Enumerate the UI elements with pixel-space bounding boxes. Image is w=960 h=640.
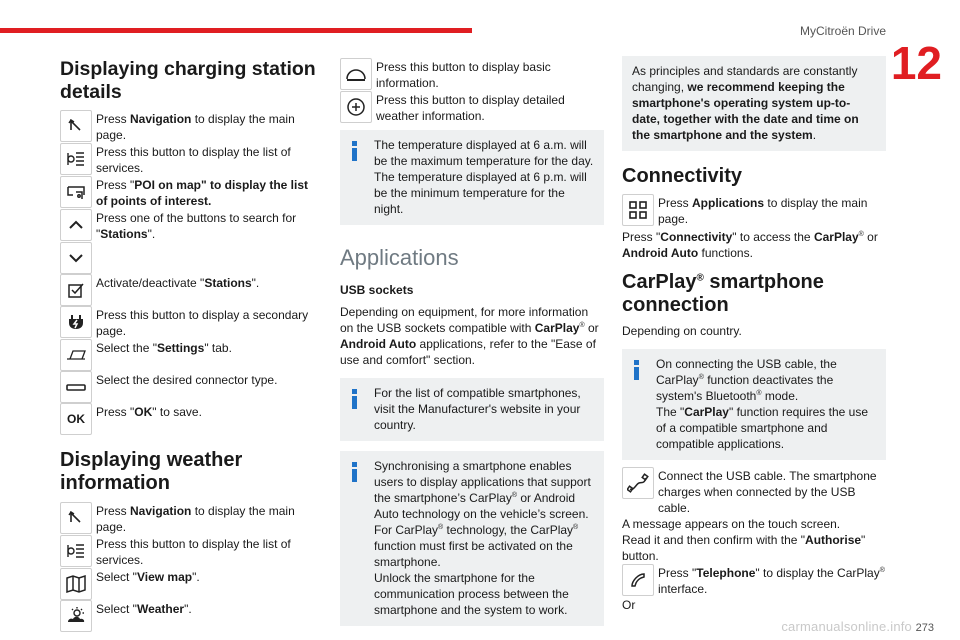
step-text: Press this button to display the list of services.: [96, 537, 291, 567]
step-row: [60, 568, 318, 600]
step-row: [60, 600, 318, 632]
connectivity-text: Press "Connectivity" to access the CarPlay® or Android Auto functions.: [622, 230, 878, 260]
column-1: [60, 58, 318, 632]
section-title-carplay: CarPlay® smartphone connection: [622, 271, 824, 316]
chevron-down-icon[interactable]: [60, 242, 92, 274]
section-title-weather: Displaying weather information: [60, 449, 243, 494]
checkbox-icon[interactable]: [60, 274, 92, 306]
step-row: [340, 91, 604, 124]
telephone-step: Press "Telephone" to display the CarPlay® interface.: [622, 564, 886, 597]
step-row: [60, 306, 318, 339]
section-title-charging: Displaying charging station details: [60, 58, 316, 103]
section-title-connectivity: Connectivity: [622, 165, 743, 187]
step-text: Press this button to display detailed weather information.: [376, 93, 565, 123]
step-row: [60, 110, 318, 143]
note-temperature: The temperature displayed at 6 a.m. will be the maximum temperature for the day. The temperature displayed at 6 p.m. will be the minimum temperature for the night.: [340, 130, 604, 225]
step-text: Select the "Settings" tab.: [96, 341, 232, 355]
message-text: A message appears on the touch screen. Read it and then confirm with the "Authorise" button.: [622, 517, 866, 563]
usb-cable-step: Connect the USB cable. The smartphone charges when connected by the USB cable.: [622, 467, 886, 516]
navigation-icon[interactable]: [60, 110, 92, 142]
step-row: [60, 535, 318, 568]
step-text: Press Navigation to display the main page.: [96, 112, 295, 142]
step-text: Select "View map".: [96, 570, 200, 584]
note-carplay-usb: On connecting the USB cable, the CarPlay® function deactivates the system's Bluetooth® mode. The "CarPlay" function requires the use of a compatible smartphone and compatible applications.: [622, 349, 886, 460]
applications-icon[interactable]: [622, 194, 654, 226]
info-icon: [634, 360, 639, 380]
weather-icon[interactable]: [60, 600, 92, 632]
step-text: Press this button to display the list of services.: [96, 145, 291, 175]
usb-sockets-text: Depending on equipment, for more information on the USB sockets compatible with CarPlay® or Android Auto applications, refer to the "Ease of use and comfort" section.: [340, 305, 599, 367]
page-number: 273: [915, 622, 934, 634]
header-red-bar: [0, 28, 472, 33]
step-row: [340, 58, 604, 91]
column-2: [340, 58, 604, 626]
info-icon: [352, 141, 357, 161]
step-row: [60, 209, 318, 242]
charging-plug-icon[interactable]: [60, 306, 92, 338]
section-title-applications: Applications: [340, 245, 459, 270]
chevron-up-icon[interactable]: [60, 209, 92, 241]
or-text: Or: [622, 598, 636, 612]
telephone-icon[interactable]: [622, 564, 654, 596]
settings-tab-icon[interactable]: [60, 339, 92, 371]
info-icon: [352, 389, 357, 409]
step-text: Select "Weather".: [96, 602, 192, 616]
step-row: [60, 274, 318, 306]
usb-sockets-title: USB sockets: [340, 283, 414, 297]
step-text: Select the desired connector type.: [96, 373, 278, 387]
step-row: [60, 242, 318, 274]
usb-cable-icon[interactable]: [622, 467, 654, 499]
step-text: Activate/deactivate "Stations".: [96, 276, 260, 290]
step-row: [60, 502, 318, 535]
plus-circle-icon[interactable]: [340, 91, 372, 123]
step-row: [60, 371, 318, 403]
column-3: [622, 56, 886, 613]
step-row: [60, 403, 318, 435]
header-brand: MyCitroën Drive: [799, 24, 886, 38]
info-icon: [352, 462, 357, 482]
navigation-icon[interactable]: [60, 502, 92, 534]
charging-steps: [60, 110, 318, 435]
weather-steps: [60, 502, 318, 632]
watermark: carmanualsonline.info: [781, 619, 912, 634]
chapter-number: 12: [890, 37, 942, 89]
connector-type-icon[interactable]: [60, 371, 92, 403]
step-text: Press Navigation to display the main page.: [96, 504, 295, 534]
step-row: [60, 339, 318, 371]
note-standards: As principles and standards are constantly changing, we recommend keeping the smartphone's operating system up-to-date, together with the date and time on the smartphone and the system.: [622, 56, 886, 151]
ok-icon[interactable]: OK: [60, 403, 92, 435]
weather-buttons: [340, 58, 604, 124]
applications-step: Press Applications to display the main page.: [622, 194, 886, 227]
step-text: Press "OK" to save.: [96, 405, 202, 419]
step-row: [60, 143, 318, 176]
step-text: Press one of the buttons to search for "Stations".: [96, 211, 297, 241]
step-text: Press this button to display a secondary page.: [96, 308, 309, 338]
map-view-icon[interactable]: [60, 568, 92, 600]
step-text: Press this button to display basic information.: [376, 60, 551, 90]
basic-info-icon[interactable]: [340, 58, 372, 90]
step-row: [60, 176, 318, 209]
note-compatible-smartphones: For the list of compatible smartphones, visit the Manufacturer's website in your country.: [340, 378, 604, 441]
poi-map-icon[interactable]: [60, 176, 92, 208]
services-list-icon[interactable]: [60, 143, 92, 175]
step-text: Press "POI on map" to display the list of points of interest.: [96, 178, 308, 208]
services-list-icon[interactable]: [60, 535, 92, 567]
depending-text: Depending on country.: [622, 324, 742, 338]
note-synchronising: Synchronising a smartphone enables users to display applications that support the smartphone’s CarPlay® or Android Auto technology on the vehicle’s screen. For CarPlay® technology, the CarPlay® function must first be activated on the smartphone. Unlock the smartphone for the communication process between the smartphone and the system to work.: [340, 451, 604, 626]
